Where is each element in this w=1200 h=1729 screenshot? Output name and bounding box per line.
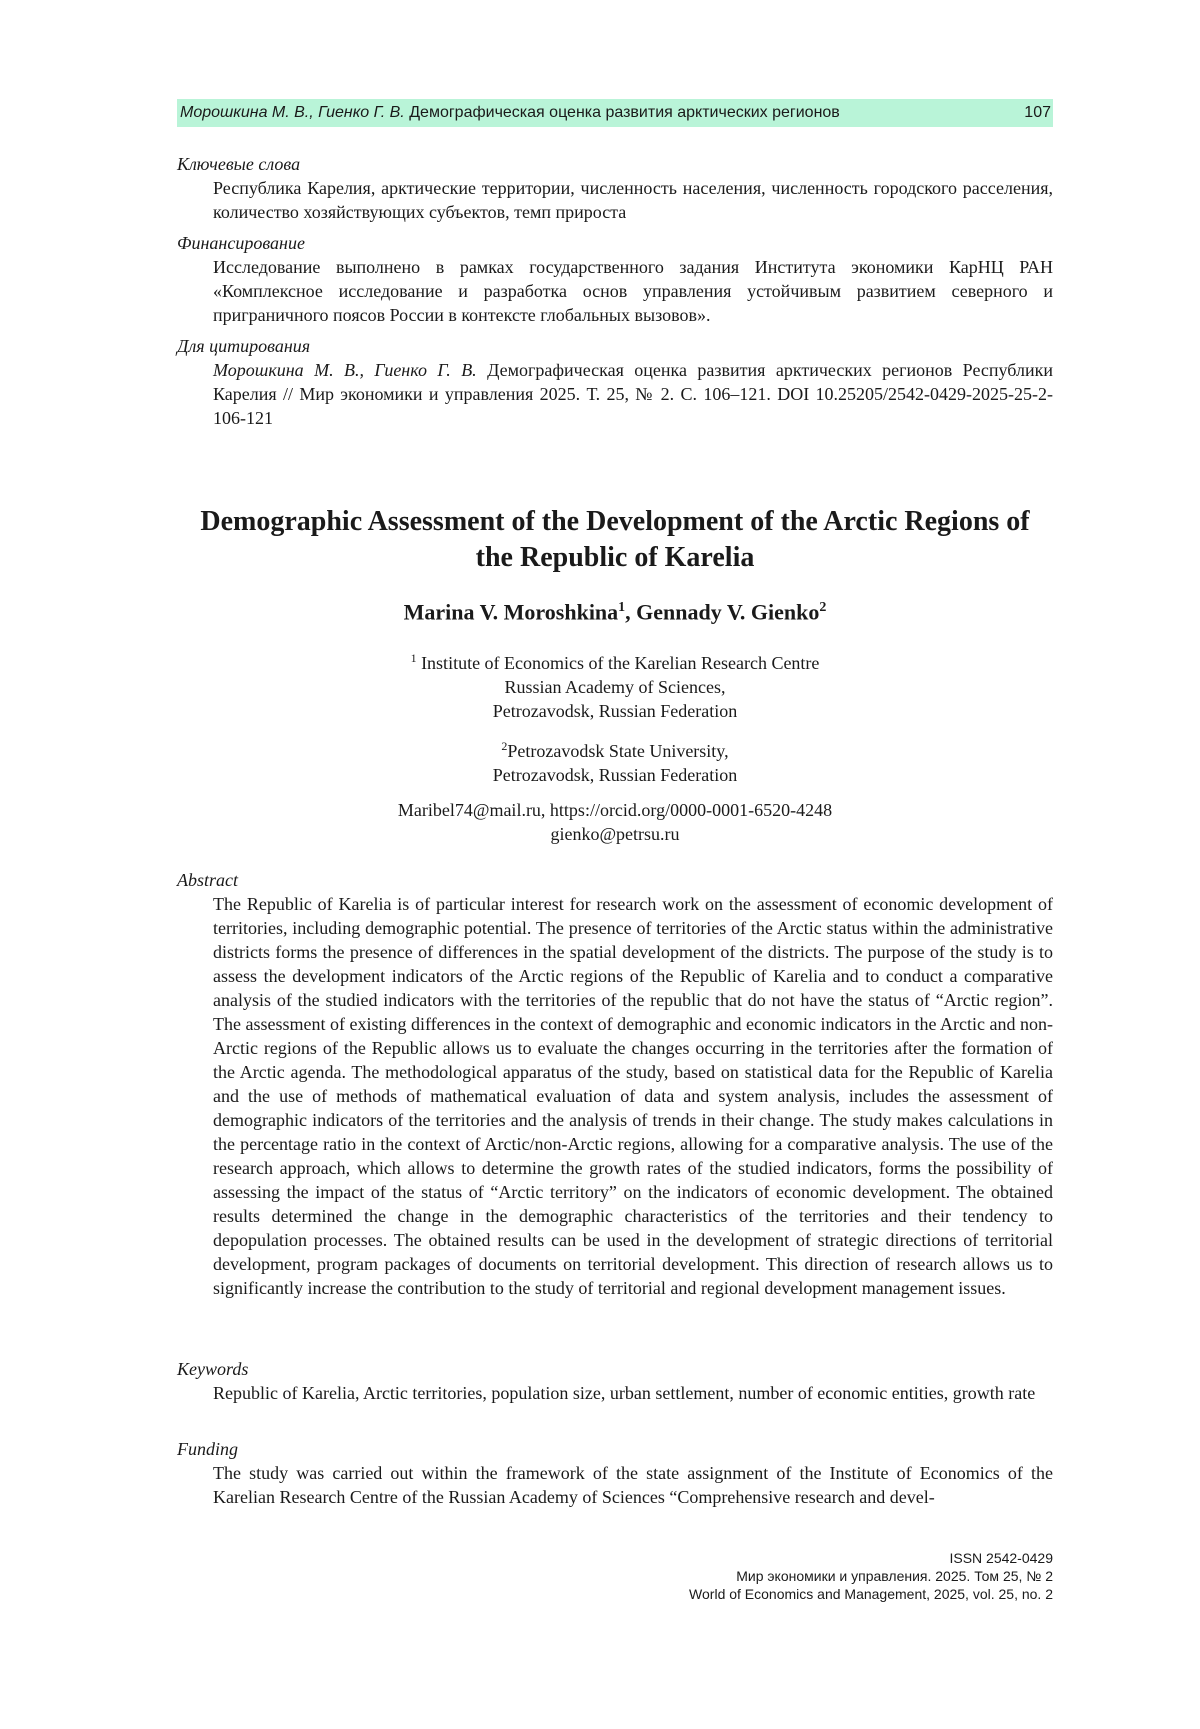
en-funding-text: The study was carried out within the framework of the state assignment of the Institute of Economics of the Karelian Research Centre of the Russian Academy of Sciences “Comprehensive research and devel- xyxy=(213,1463,1053,1507)
ru-funding-label: Финансирование xyxy=(177,233,305,253)
citation-body: Демографическая оценка развития арктических регионов Республики Карелия // Мир экономики и управления 2025. Т. 25, № 2. С. 106–121. DOI 10.25205/2542-0429-2025-25-2-106-121 xyxy=(213,360,1053,428)
abstract-text: The Republic of Karelia is of particular interest for research work on the assessment of economic development of territories, including demographic potential. The presence of territories of the Arctic status within the administrative districts forms the presence of differences in the spatial development of the districts. The purpose of the study is to assess the development indicators of the Arctic regions of the Republic of Karelia and to conduct a comparative analysis of the studied indicators with the territories of the republic that do not have the status of “Arctic region”. The assessment of existing differences in the context of demographic and economic indicators in the Arctic and non-Arctic regions of the Republic allows us to evaluate the changes occurring in the territories after the formation of the Arctic agenda. The methodological apparatus of the study, based on statistical data for the Republic of Karelia and the use of methods of mathematical evaluation of data and system analysis, includes the assessment of demographic indicators of the territories and the analysis of trends in their change. The study makes calculations in the percentage ratio in the context of Arctic/non-Arctic regions, allowing for a comparative analysis. The use of the research approach, which allows to determine the growth rates of the studied indicators, forms the possibility of assessing the impact of the status of “Arctic territory” on the indicators of economic development. The obtained results determined the change in the demographic characteristics of the territories and their tendency to depopulation processes. The obtained results can be used in the development of strategic directions of territorial development, program packages of documents on territorial development. This direction of research allows us to significantly increase the contribution to the study of territorial and regional development management issues. xyxy=(213,894,1053,1298)
page-number: 107 xyxy=(1024,104,1051,121)
ru-funding-section xyxy=(177,231,1053,327)
ru-citation-label: Для цитирования xyxy=(177,336,311,356)
page-footer xyxy=(689,1549,1053,1603)
affiliation-1: $^1$ Institute of Economics of the Karelian Research Centre Russian Academy of Sciences, Petrozavodsk, Russian Federation xyxy=(410,651,820,721)
en-keywords-section xyxy=(177,1357,1053,1405)
abstract-section xyxy=(177,868,1053,1300)
ru-keywords-text: Республика Карелия, арктические территории, численность населения, численность городского расселения, количество хозяйствующих субъектов, темп прироста xyxy=(213,178,1053,222)
en-funding-section xyxy=(177,1437,1053,1509)
footer-issn: ISSN 2542-0429 xyxy=(949,1550,1053,1566)
article-title: Demographic Assessment of the Development of the Arctic Regions of the Republic of Karelia xyxy=(200,506,1030,573)
ru-keywords-label: Ключевые слова xyxy=(177,154,301,174)
running-header xyxy=(177,99,1053,127)
contact-email-orcid: Maribel74@mail.ru, https://orcid.org/0000-0001-6520-4248 xyxy=(397,800,833,820)
en-funding-label: Funding xyxy=(177,1439,238,1459)
article-authors: Marina V. Moroshkina$^1$, Gennady V. Gienko$^2$ xyxy=(403,599,827,625)
ru-funding-text: Исследование выполнено в рамках государственного задания Института экономики КарНЦ РАН «Комплексное исследование и разработка основ управления устойчивым развитием северного и приграничного поясов России в контексте глобальных вызовов». xyxy=(213,257,1053,325)
ru-citation-text xyxy=(177,358,1053,430)
abstract-label: Abstract xyxy=(177,870,238,890)
author-2: Gennady V. Gienko xyxy=(636,599,820,625)
contact-email-2: gienko@petrsu.ru xyxy=(550,824,680,844)
affiliation-2: $^2$Petrozavodsk State University, Petrozavodsk, Russian Federation xyxy=(492,739,738,785)
author-1: Marina V. Moroshkina xyxy=(403,599,619,625)
en-keywords-label: Keywords xyxy=(177,1359,249,1379)
en-keywords-text: Republic of Karelia, Arctic territories, population size, urban settlement, number of economic entities, growth rate xyxy=(213,1383,1036,1403)
contacts xyxy=(177,798,1053,846)
footer-journal-en: World of Economics and Management, 2025, vol. 25, no. 2 xyxy=(689,1586,1053,1602)
header-title: Демографическая оценка развития арктических регионов xyxy=(409,104,840,121)
header-authors: Морошкина М. В., Гиенко Г. В. xyxy=(180,104,405,121)
ru-keywords-section xyxy=(177,152,1053,224)
citation-authors: Морошкина М. В., Гиенко Г. В. xyxy=(213,360,477,380)
ru-citation-section xyxy=(177,334,1053,430)
footer-journal-ru: Мир экономики и управления. 2025. Том 25, № 2 xyxy=(736,1568,1053,1584)
